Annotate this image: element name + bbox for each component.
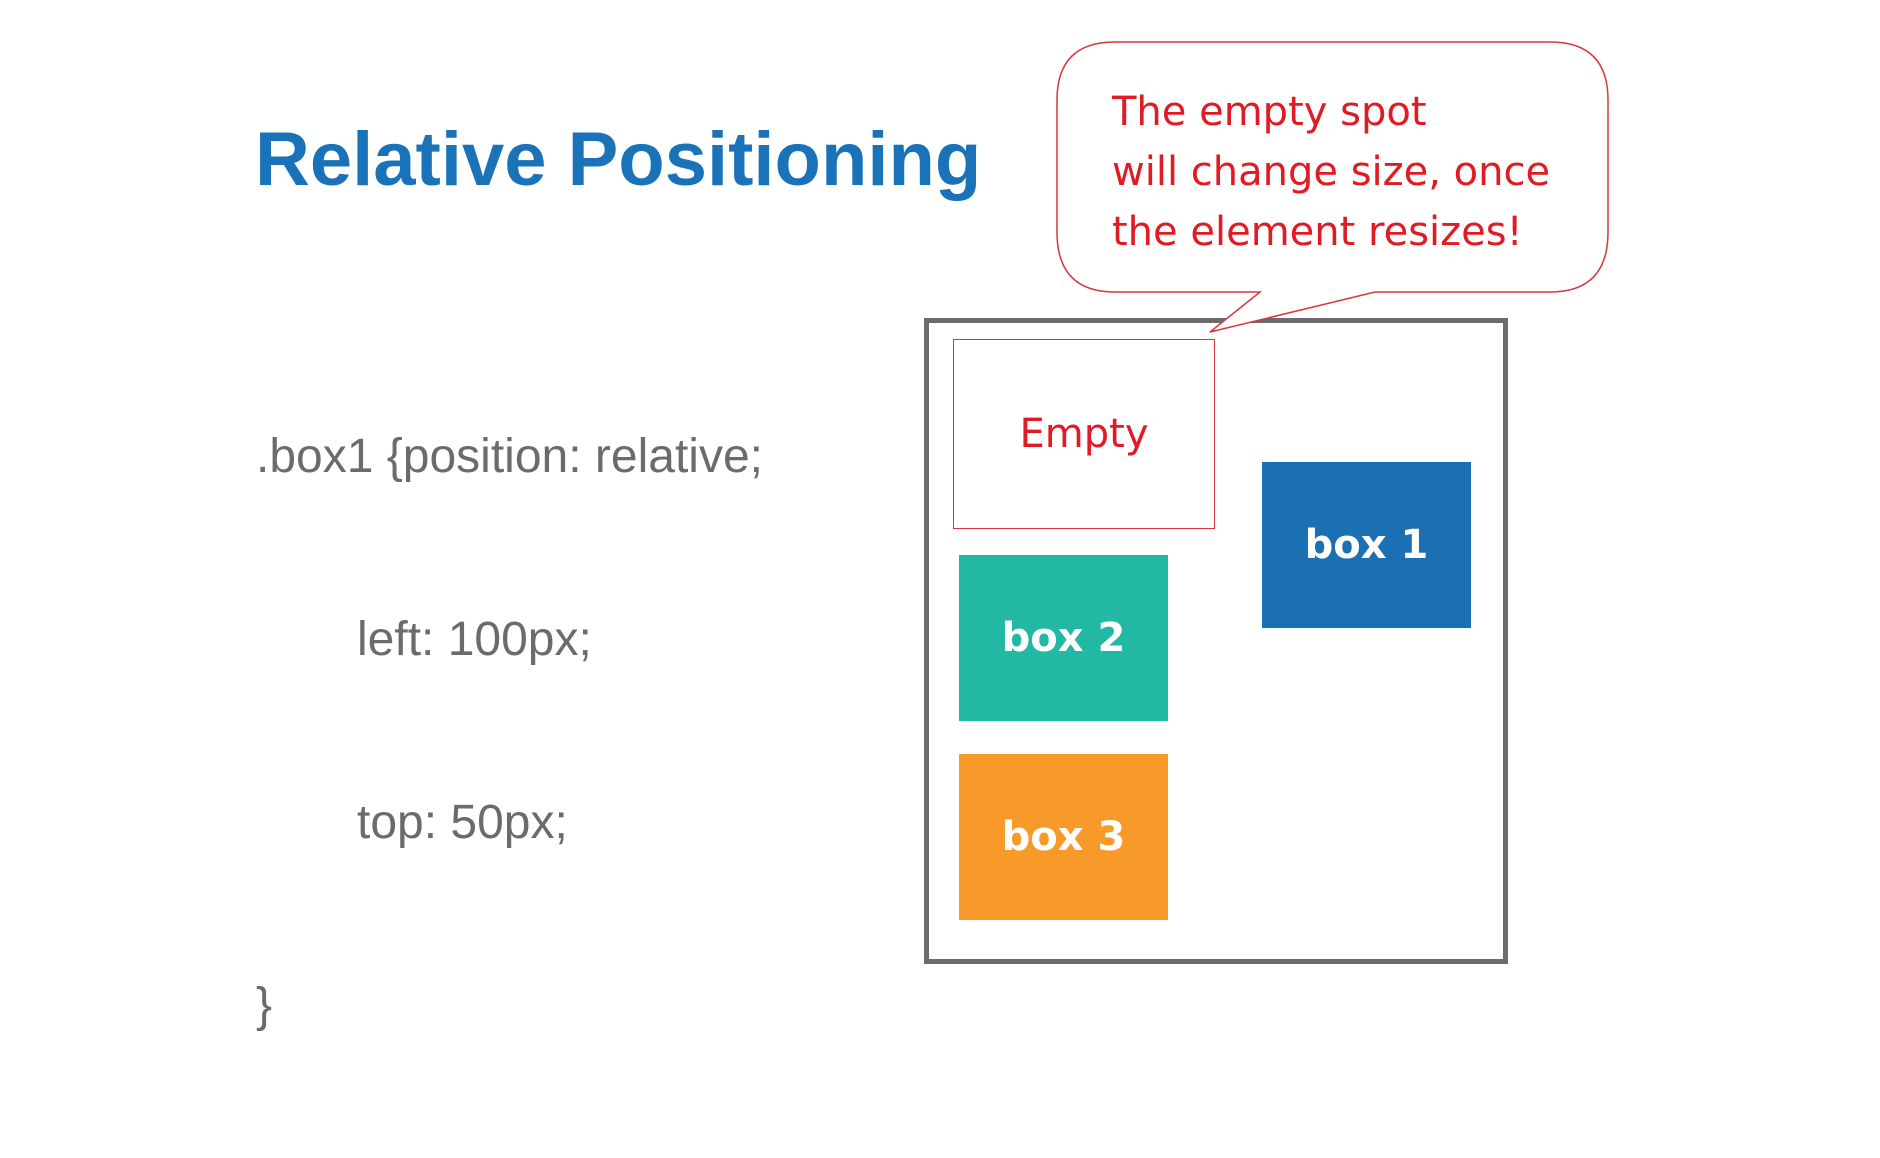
box-1: box 1: [1262, 462, 1471, 628]
code-line-selector: .box1 {position: relative;: [256, 430, 763, 483]
callout-line-2: will change size, once: [1112, 149, 1551, 195]
code-line-close-brace: }: [256, 979, 273, 1032]
empty-spot-box: Empty: [953, 339, 1215, 529]
callout-text: [1112, 82, 1550, 262]
slide-title: Relative Positioning: [255, 117, 982, 202]
callout-line-1: The empty spot: [1112, 89, 1427, 135]
box-2: box 2: [959, 555, 1168, 721]
code-line-top: top: 50px;: [357, 796, 568, 849]
box-3: box 3: [959, 754, 1168, 920]
css-code-block: [256, 304, 763, 1158]
code-line-left: left: 100px;: [357, 613, 592, 666]
callout-line-3: the element resizes!: [1112, 209, 1523, 255]
